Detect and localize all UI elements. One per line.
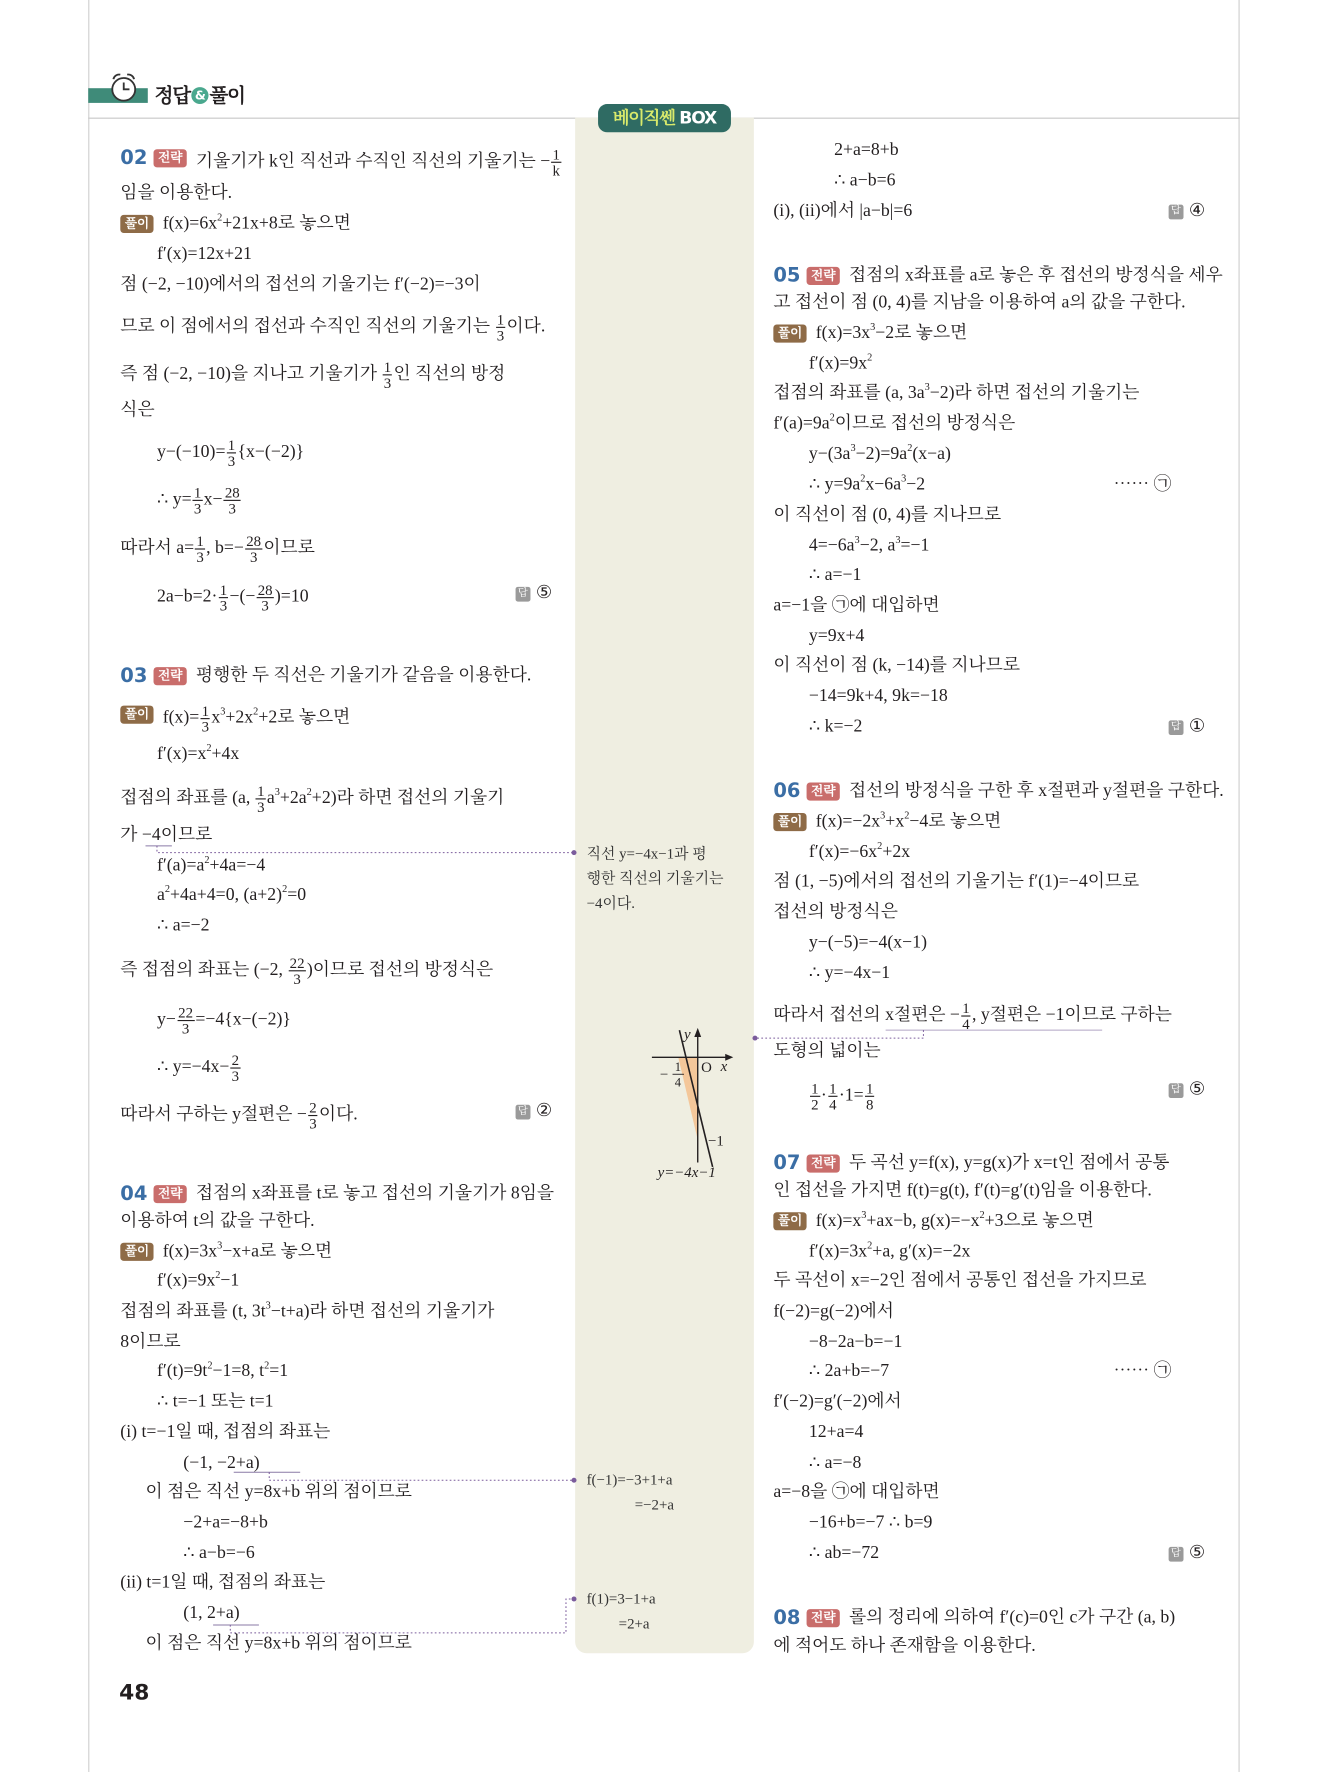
text-line: 가 −4이므로 xyxy=(120,825,213,845)
answer-label: 답 xyxy=(1169,205,1184,220)
answer-label: 답 xyxy=(1169,1547,1184,1562)
text-line: 도형의 넓이는 xyxy=(773,1041,881,1061)
text-line: 8이므로 xyxy=(120,1332,181,1352)
fraction: $\frac{1}{3}$ xyxy=(227,436,236,470)
note-line: f(1)=3−1+a xyxy=(586,1589,656,1607)
text-line: y−(−10)= $\frac{1}{3}$ {x−(−2)} xyxy=(156,436,305,470)
fraction: $\frac{2}{3}$ xyxy=(231,1051,240,1085)
fraction: $\frac{22}{3}$ xyxy=(178,1004,194,1037)
fraction: $\frac{1}{3}$ xyxy=(193,483,202,517)
text-line: 따라서 a= $\frac{1}{3}$ , b=− $\frac{28}{3}$ 이므로 xyxy=(120,532,315,566)
answer-label: 답 xyxy=(1169,720,1184,735)
text-line: f(−2)=g(−2)에서 xyxy=(773,1301,894,1321)
fraction: $\frac{1}{k}$ xyxy=(552,145,560,179)
box-badge-text: 베이직쎈 xyxy=(612,107,675,128)
answer-value: ① xyxy=(1188,716,1206,737)
fraction: $\frac{1}{8}$ xyxy=(865,1079,874,1113)
text-line: $f(x)=3x^3-x+a$로 놓으면 xyxy=(162,1239,333,1261)
text-line: 이 직선이 점 (k, −14)를 지나므로 xyxy=(773,655,1021,676)
x-intercept-denominator: 4 xyxy=(674,1075,682,1090)
problem-number: 06 xyxy=(773,780,801,803)
problem-number: 03 xyxy=(120,664,148,688)
text-line: 즉 접점의 좌표는 (−2, $\frac{22}{3}$ )이므로 접선의 방정식은 xyxy=(120,954,494,988)
text-line: $f'(x)=-6x^2+2x$ xyxy=(808,840,911,862)
text-line: $y-(3a^3-2)=9a^2(x-a)$ xyxy=(808,442,951,464)
answer-value: ④ xyxy=(1188,201,1206,221)
text-line: 따라서 구하는 y절편은 − $\frac{2}{3}$ 이다. xyxy=(120,1099,358,1132)
page-number: 48 xyxy=(119,1680,150,1706)
text-line: 두 곡선이 x=−2인 점에서 공통인 접선을 가지므로 xyxy=(773,1271,1147,1291)
text-line: ∴ a=−2 xyxy=(156,915,210,936)
strategy-badge: 전략 xyxy=(154,667,188,685)
answer-value: ⑤ xyxy=(1188,1543,1206,1563)
connectors xyxy=(146,846,1103,1633)
text-line: −2+a=−8+b xyxy=(183,1513,268,1533)
strategy-text: 접선의 방정식을 구한 후 x절편과 y절편을 구한다. xyxy=(848,781,1224,801)
strategy-badge: 전략 xyxy=(807,1609,841,1627)
fraction: $\frac{1}{3}$ xyxy=(257,782,265,816)
strategy-text: 고 접선이 점 (0, 4)를 지남을 이용하여 a의 값을 구한다. xyxy=(773,292,1186,313)
solution-badge: 풀이 xyxy=(120,1243,154,1261)
text-line: 점 (1, −5)에서의 접선의 기울기는 f′(1)=−4이므로 xyxy=(773,871,1140,892)
strategy-badge: 전략 xyxy=(154,1185,188,1203)
text-line: ∴ 2a+b=−7 xyxy=(808,1361,890,1381)
note-line: −4이다. xyxy=(586,894,635,912)
text-line: ∴ a=−8 xyxy=(808,1453,862,1473)
fraction: $\frac{1}{3}$ xyxy=(383,358,392,392)
triangle-region xyxy=(678,1057,697,1140)
strategy-badge: 전략 xyxy=(807,267,841,285)
fraction: $\frac{1}{2}$ xyxy=(811,1079,819,1113)
strategy-text: 롤의 정리에 의하여 f′(c)=0인 c가 구간 (a, b) xyxy=(848,1607,1176,1628)
text-line: ∴ y=−4x−1 xyxy=(808,963,891,983)
text-line: a=−1을 ㉠에 대입하면 xyxy=(773,595,940,616)
fraction: $\frac{1}{3}$ xyxy=(196,532,204,566)
strategy-badge: 전략 xyxy=(807,1155,841,1173)
tangent-line-graph xyxy=(652,1027,733,1181)
box-badge-text: BOX xyxy=(679,107,717,128)
text-line: $f'(x)=3x^2+a$, g′(x)=−2x xyxy=(808,1239,971,1261)
text-line: 2+a=8+b xyxy=(834,140,899,160)
text-line: f′(x)=12x+21 xyxy=(156,244,252,264)
note-line: 직선 y=−4x−1과 평 xyxy=(586,844,707,862)
text-line: ∴ $y=9a^2x-6a^3-2$ xyxy=(808,472,926,495)
strategy-text: 임을 이용한다. xyxy=(120,183,233,203)
text-line: ∴ y=−4x− $\frac{2}{3}$ xyxy=(156,1051,240,1085)
text-line: $4=-6a^3-2$, $a^3=-1$ xyxy=(808,533,930,556)
text-line: 므로 이 점에서의 접선과 수직인 직선의 기울기는 $\frac{1}{3}$ 이다. xyxy=(120,310,546,344)
text-line: y− $\frac{22}{3}$ =−4{x−(−2)} xyxy=(156,1004,291,1037)
problem-number: 02 xyxy=(120,147,148,170)
title-part: 정답 xyxy=(154,84,191,108)
y-axis-label: y xyxy=(683,1027,691,1044)
fraction: $\frac{1}{3}$ xyxy=(219,581,228,615)
text-line: ∴ k=−2 xyxy=(808,716,863,737)
problem-number: 08 xyxy=(773,1606,801,1630)
answer-value: ② xyxy=(535,1101,553,1121)
note-line: =−2+a xyxy=(634,1496,674,1514)
x-intercept-sign: − xyxy=(659,1066,669,1083)
fraction: $\frac{28}{3}$ xyxy=(246,532,262,566)
strategy-text: 기울기가 k인 직선과 수직인 직선의 기울기는 − $\frac{1}{k}$ xyxy=(195,145,560,179)
solution-badge: 풀이 xyxy=(773,813,807,831)
text-line: −14=9k+4, 9k=−18 xyxy=(808,686,948,706)
fraction: $\frac{22}{3}$ xyxy=(289,954,305,988)
text-line: ∴ y= $\frac{1}{3}$ x− $\frac{28}{3}$ xyxy=(156,483,240,517)
strategy-text: 접점의 x좌표를 t로 놓고 접선의 기울기가 8임을 xyxy=(195,1183,555,1204)
connector-dots xyxy=(571,850,757,1601)
solution-badge: 풀이 xyxy=(773,1212,807,1230)
fraction: $\frac{2}{3}$ xyxy=(309,1099,317,1132)
solution-badge: 풀이 xyxy=(120,706,154,724)
text-line: $f(x)=3x^3-2$로 놓으면 xyxy=(815,321,968,343)
answer-label: 답 xyxy=(516,1105,531,1120)
text-line: −8−2a−b=−1 xyxy=(808,1332,903,1352)
text-line: (i), (ii)에서 |a−b|=6 xyxy=(773,201,913,221)
fraction: $\frac{28}{3}$ xyxy=(257,581,273,615)
strategy-text: 에 적어도 하나 존재함을 이용한다. xyxy=(773,1636,1036,1656)
text-line: 접점의 좌표를 (a, $\frac{1}{3}$ $a^3+2a^2+2$)라 하면 접선의 기울기 xyxy=(120,782,505,816)
text-line: (ii) t=1일 때, 접점의 좌표는 xyxy=(120,1572,326,1593)
answer-value: ⑤ xyxy=(535,583,553,603)
connector-dot xyxy=(571,1596,576,1601)
problem-number: 05 xyxy=(773,264,801,288)
connector-line xyxy=(756,1030,923,1038)
line-equation-label: y=−4x−1 xyxy=(657,1165,716,1182)
x-intercept-numerator: 1 xyxy=(674,1059,682,1074)
text-line: $f'(a)=9a^2$이므로 접선의 방정식은 xyxy=(773,411,1016,434)
text-line: 접점의 좌표를 (a, $3a^3-2$)라 하면 접선의 기울기는 xyxy=(773,381,1140,403)
text-line: 이 점은 직선 y=8x+b 위의 점이므로 xyxy=(145,1634,412,1654)
title-part: 풀이 xyxy=(209,84,245,108)
text-line: $f'(a)=a^2+4a=-4$ xyxy=(156,853,266,876)
equation-marker: ⋯⋯ ㉠ xyxy=(1113,474,1172,495)
problem-number: 07 xyxy=(773,1152,801,1175)
text-line: ∴ a−b=6 xyxy=(834,170,896,190)
text-line: 접점의 좌표를 (t, $3t^3-t+a$)라 하면 접선의 기울기가 xyxy=(120,1299,495,1321)
connector-line xyxy=(269,1472,573,1480)
text-line: −16+b=−7 ∴ b=9 xyxy=(808,1513,933,1533)
text-line: 이 직선이 점 (0, 4)를 지나므로 xyxy=(773,505,1002,525)
text-line: 접선의 방정식은 xyxy=(773,902,898,922)
origin-label: O xyxy=(701,1060,712,1076)
strategy-text: 평행한 두 직선은 기울기가 같음을 이용한다. xyxy=(195,666,532,686)
text-line: $f'(x)=9x^2$ xyxy=(808,351,873,374)
text-line: y=9x+4 xyxy=(808,626,865,646)
x-axis-label: x xyxy=(720,1058,728,1075)
text-line: f(x)= $\frac{1}{3}$ $x^3+2x^2+2$로 놓으면 xyxy=(162,702,351,736)
note-line: =2+a xyxy=(618,1614,650,1632)
text-line: $a^2+4a+4=0$, $(a+2)^2=0$ xyxy=(156,883,307,905)
strategy-badge: 전략 xyxy=(154,149,188,167)
fraction: $\frac{1}{3}$ xyxy=(496,310,505,344)
equation-marker: ⋯⋯ ㉠ xyxy=(1113,1361,1172,1381)
text-line: f′(−2)=g′(−2)에서 xyxy=(773,1392,902,1412)
y-axis-arrow xyxy=(694,1028,701,1037)
y-intercept-label: −1 xyxy=(708,1133,724,1150)
strategy-text: 두 곡선 y=f(x), y=g(x)가 x=t인 점에서 공통 xyxy=(848,1153,1170,1173)
strategy-badge: 전략 xyxy=(807,783,841,801)
note-line: f(−1)=−3+1+a xyxy=(586,1471,673,1489)
text-line: 즉 점 (−2, −10)을 지나고 기울기가 $\frac{1}{3}$ 인 직선의 방정 xyxy=(120,358,506,392)
text-line: $f(x)=-2x^3+x^2-4$로 놓으면 xyxy=(815,809,1002,832)
text-line: y−(−5)=−4(x−1) xyxy=(808,932,927,953)
connector-line xyxy=(230,1599,573,1633)
fraction: $\frac{1}{3}$ xyxy=(201,702,210,736)
connector-dot xyxy=(571,850,576,855)
note-line: 행한 직선의 기울기는 xyxy=(586,869,724,887)
text-line: 12+a=4 xyxy=(808,1422,864,1442)
text-line: $f'(x)=9x^2-1$ xyxy=(156,1268,240,1291)
text-line: ∴ a−b=−6 xyxy=(183,1543,255,1563)
strategy-text: 이용하여 t의 값을 구한다. xyxy=(120,1211,315,1231)
fraction: $\frac{1}{4}$ xyxy=(962,999,970,1033)
strategy-text: 인 접선을 가지면 f(t)=g(t), f′(t)=g′(t)임을 이용한다. xyxy=(773,1180,1152,1200)
text-line: 따라서 접선의 x절편은 − $\frac{1}{4}$ , y절편은 −1이므로 구하는 xyxy=(773,999,1172,1033)
text-line: $\frac{1}{2}$ · $\frac{1}{4}$ ·1= $\frac{1}{8}$ xyxy=(811,1079,874,1113)
fraction: $\frac{28}{3}$ xyxy=(224,483,240,517)
text-line: (−1, −2+a) xyxy=(183,1453,260,1473)
text-line: ∴ ab=−72 xyxy=(808,1543,880,1563)
ampersand-badge: & xyxy=(191,87,208,104)
text-line: 점 (−2, −10)에서의 접선의 기울기는 f′(−2)=−3이 xyxy=(120,274,481,295)
answer-value: ⑤ xyxy=(1188,1079,1206,1100)
text-line: $f'(t)=9t^2-1=8$, $t^2=1$ xyxy=(156,1359,289,1381)
text-line: ∴ a=−1 xyxy=(808,565,862,585)
connector-dot xyxy=(752,1036,757,1041)
text-line: 2a−b=2· $\frac{1}{3}$ −(− $\frac{28}{3}$ )=10 xyxy=(156,581,309,615)
text-line: $f(x)=x^3+ax-b$, $g(x)=-x^2+3$으로 놓으면 xyxy=(815,1208,1094,1231)
solution-badge: 풀이 xyxy=(120,215,154,233)
answer-label: 답 xyxy=(1169,1083,1184,1098)
solution-badge: 풀이 xyxy=(773,325,807,343)
problem-number: 04 xyxy=(120,1182,148,1206)
text-line: 이 점은 직선 y=8x+b 위의 점이므로 xyxy=(145,1482,412,1502)
strategy-text: 접점의 x좌표를 a로 놓은 후 접선의 방정식을 세우 xyxy=(848,265,1223,285)
text-line: ∴ t=−1 또는 t=1 xyxy=(156,1392,274,1412)
text-line: (i) t=−1일 때, 접점의 좌표는 xyxy=(120,1422,331,1442)
fraction: $\frac{1}{4}$ xyxy=(829,1079,837,1113)
text-line: (1, 2+a) xyxy=(183,1603,240,1623)
answer-label: 답 xyxy=(516,587,531,602)
text-line: 식은 xyxy=(120,400,155,420)
text-line: $f'(x)=x^2+4x$ xyxy=(156,741,240,764)
connector-line xyxy=(157,846,573,853)
text-line: $f(x)=6x^2+21x+8$로 놓으면 xyxy=(162,211,351,233)
text-line: a=−8을 ㉠에 대입하면 xyxy=(773,1482,940,1502)
connector-dot xyxy=(571,1478,576,1483)
